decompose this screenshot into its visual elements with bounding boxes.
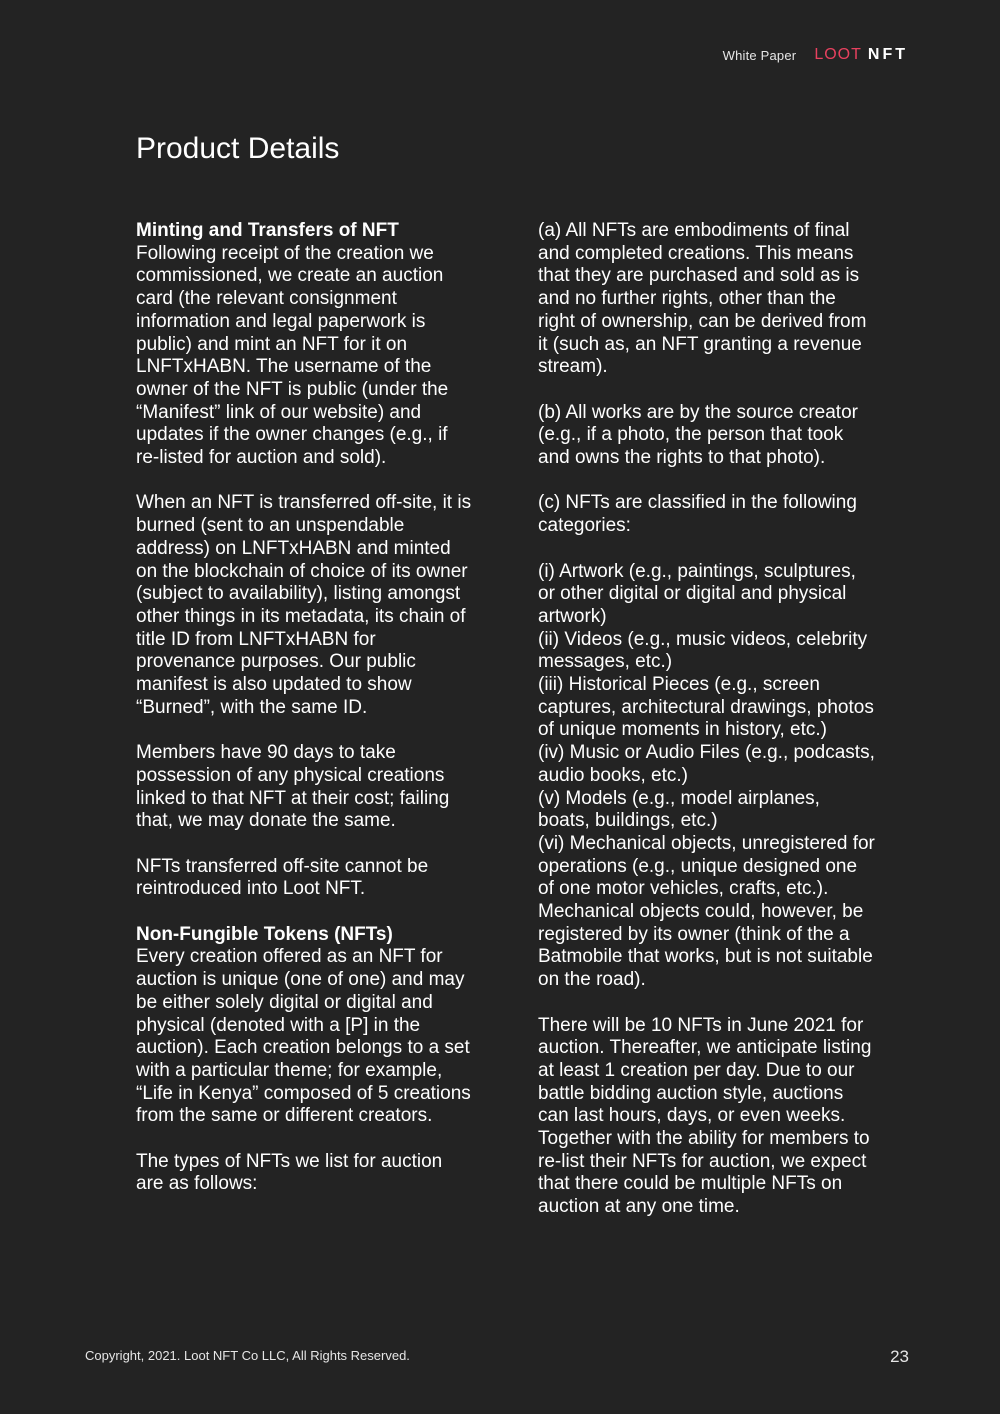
nft-paragraph-2: The types of NFTs we list for auction are as follows: bbox=[136, 1150, 443, 1195]
loot-nft-logo bbox=[814, 46, 908, 64]
minting-heading: Minting and Transfers of NFT bbox=[136, 220, 399, 241]
left-column bbox=[136, 220, 474, 1219]
logo-loot-text: LOOT bbox=[814, 46, 862, 63]
minting-section bbox=[136, 220, 474, 470]
category-i: (i) Artwork (e.g., paintings, sculptures, or other digital or digital and physical artwork) bbox=[538, 560, 856, 627]
logo-nft-text: NFT bbox=[867, 46, 908, 63]
page-header bbox=[723, 46, 908, 64]
category-v: (v) Models (e.g., model airplanes, boats, buildings, etc.) bbox=[538, 787, 820, 832]
closing-paragraph: There will be 10 NFTs in June 2021 for auction. Thereafter, we anticipate listing at least 1 creation per day. Due to our battle bidding auction style, auctions can last hours, days, or even weeks. Together with the ability for members to re-list their NFTs for auction, we expect that there could be multiple NFTs on auction at any one time. bbox=[538, 1014, 872, 1218]
minting-paragraph-4: NFTs transferred off-site cannot be reintroduced into Loot NFT. bbox=[136, 855, 429, 900]
item-b: (b) All works are by the source creator (e.g., if a photo, the person that took and owns the rights to that photo). bbox=[538, 401, 858, 469]
right-column bbox=[538, 220, 876, 1219]
category-vi: (vi) Mechanical objects, unregistered for operations (e.g., unique designed one of one motor vehicles, crafts, etc.). Mechanical objects could, however, be registered by its owner (think of the a Batmobile that works, but is not suitable on the road). bbox=[538, 832, 875, 991]
page-number: 23 bbox=[890, 1347, 909, 1366]
footer-copyright: Copyright, 2021. Loot NFT Co LLC, All Rights Reserved. bbox=[85, 1348, 410, 1363]
nft-heading: Non-Fungible Tokens (NFTs) bbox=[136, 923, 393, 945]
category-iii: (iii) Historical Pieces (e.g., screen captures, architectural drawings, photos of unique moments in history, etc.) bbox=[538, 674, 874, 741]
nft-section bbox=[136, 924, 474, 1128]
item-a: (a) All NFTs are embodiments of final and completed creations. This means that they are purchased and sold as is and no further rights, other than the right of ownership, can be derived from it (such as, an NFT granting a revenue stream). bbox=[538, 220, 867, 378]
category-iv: (iv) Music or Audio Files (e.g., podcasts, audio books, etc.) bbox=[538, 742, 875, 786]
minting-paragraph-3: Members have 90 days to take possession of any physical creations linked to that NFT at their cost; failing that, we may donate the same. bbox=[136, 742, 450, 832]
category-ii: (ii) Videos (e.g., music videos, celebrity messages, etc.) bbox=[538, 628, 868, 673]
page-title: Product Details bbox=[136, 132, 340, 165]
minting-paragraph-1: Following receipt of the creation we commissioned, we create an auction card (the relevant consignment information and legal paperwork is public) and mint an NFT for it on LNFTxHABN. The username of the owner of the NFT is public (under the “Manifest” link of our website) and updates if the owner changes (e.g., if re-listed for auction and sold). bbox=[136, 242, 449, 469]
item-c: (c) NFTs are classified in the following categories: bbox=[538, 492, 857, 537]
nft-paragraph-1: Every creation offered as an NFT for auction is unique (one of one) and may be either solely digital or digital and physical (denoted with a [P] in the auction). Each creation belongs to a set with a particular theme; for example, “Life in Kenya” composed of 5 creations from the same or different creators. bbox=[136, 946, 471, 1127]
header-label: White Paper bbox=[722, 47, 797, 63]
content-columns bbox=[136, 220, 876, 1219]
minting-paragraph-2: When an NFT is transferred off-site, it is burned (sent to an unspendable address) on LNFTxHABN and minted on the blockchain of choice of its owner (subject to availability), listing amongst other things in its metadata, its chain of title ID from LNFTxHABN for provenance purposes. Our public manifest is also updated to show “Burned”, with the same ID. bbox=[136, 492, 472, 718]
